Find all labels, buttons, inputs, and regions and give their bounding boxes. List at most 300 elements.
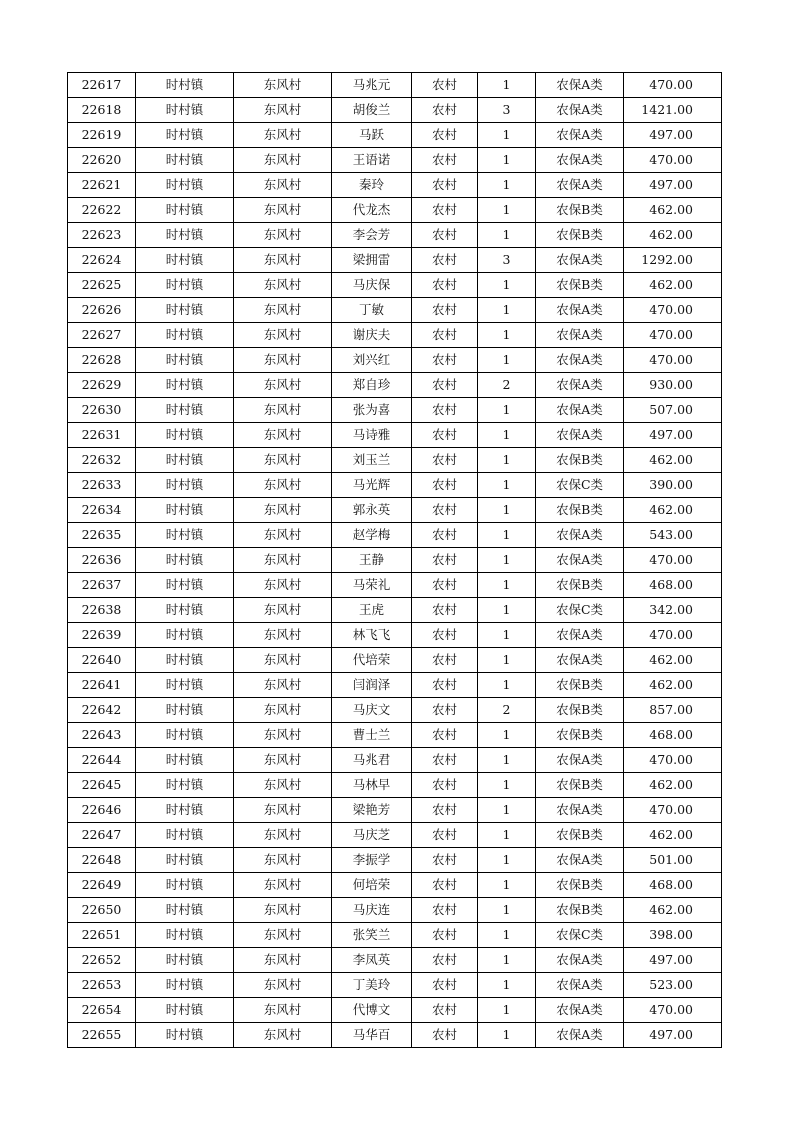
insurance-category-cell: 农保A类 — [536, 998, 624, 1023]
table-row — [68, 148, 722, 173]
town-cell: 时村镇 — [136, 98, 234, 123]
household-count-cell: 1 — [478, 323, 536, 348]
record-id-cell: 22650 — [68, 898, 136, 923]
name-cell: 李会芳 — [332, 223, 412, 248]
town-cell: 时村镇 — [136, 998, 234, 1023]
amount-cell: 497.00 — [624, 1023, 722, 1048]
table-row — [68, 823, 722, 848]
record-id-cell: 22621 — [68, 173, 136, 198]
amount-cell: 470.00 — [624, 623, 722, 648]
record-id-cell: 22617 — [68, 73, 136, 98]
table-row — [68, 698, 722, 723]
village-cell: 东风村 — [234, 873, 332, 898]
name-cell: 丁敏 — [332, 298, 412, 323]
name-cell: 马跃 — [332, 123, 412, 148]
name-cell: 马兆元 — [332, 73, 412, 98]
record-id-cell: 22626 — [68, 298, 136, 323]
record-id-cell: 22651 — [68, 923, 136, 948]
record-id-cell: 22622 — [68, 198, 136, 223]
record-id-cell: 22655 — [68, 1023, 136, 1048]
town-cell: 时村镇 — [136, 598, 234, 623]
insurance-category-cell: 农保B类 — [536, 223, 624, 248]
village-cell: 东风村 — [234, 623, 332, 648]
record-id-cell: 22629 — [68, 373, 136, 398]
area-type-cell: 农村 — [412, 523, 478, 548]
name-cell: 林飞飞 — [332, 623, 412, 648]
table-row — [68, 548, 722, 573]
insurance-category-cell: 农保B类 — [536, 898, 624, 923]
record-id-cell: 22637 — [68, 573, 136, 598]
town-cell: 时村镇 — [136, 673, 234, 698]
household-count-cell: 1 — [478, 648, 536, 673]
amount-cell: 497.00 — [624, 173, 722, 198]
table-row — [68, 573, 722, 598]
table-row — [68, 373, 722, 398]
table-row — [68, 348, 722, 373]
village-cell: 东风村 — [234, 223, 332, 248]
household-count-cell: 1 — [478, 748, 536, 773]
record-id-cell: 22642 — [68, 698, 136, 723]
area-type-cell: 农村 — [412, 873, 478, 898]
table-row — [68, 723, 722, 748]
town-cell: 时村镇 — [136, 198, 234, 223]
table-row — [68, 198, 722, 223]
household-count-cell: 1 — [478, 448, 536, 473]
amount-cell: 501.00 — [624, 848, 722, 873]
amount-cell: 462.00 — [624, 223, 722, 248]
town-cell: 时村镇 — [136, 473, 234, 498]
household-count-cell: 2 — [478, 373, 536, 398]
village-cell: 东风村 — [234, 198, 332, 223]
area-type-cell: 农村 — [412, 173, 478, 198]
area-type-cell: 农村 — [412, 573, 478, 598]
name-cell: 胡俊兰 — [332, 98, 412, 123]
town-cell: 时村镇 — [136, 798, 234, 823]
village-cell: 东风村 — [234, 498, 332, 523]
village-cell: 东风村 — [234, 973, 332, 998]
insurance-category-cell: 农保C类 — [536, 473, 624, 498]
insurance-category-cell: 农保A类 — [536, 323, 624, 348]
town-cell: 时村镇 — [136, 398, 234, 423]
record-id-cell: 22647 — [68, 823, 136, 848]
town-cell: 时村镇 — [136, 348, 234, 373]
insurance-category-cell: 农保A类 — [536, 98, 624, 123]
village-cell: 东风村 — [234, 1023, 332, 1048]
amount-cell: 462.00 — [624, 498, 722, 523]
record-id-cell: 22624 — [68, 248, 136, 273]
table-row — [68, 298, 722, 323]
insurance-category-cell: 农保A类 — [536, 748, 624, 773]
table-row — [68, 998, 722, 1023]
area-type-cell: 农村 — [412, 598, 478, 623]
village-cell: 东风村 — [234, 273, 332, 298]
record-id-cell: 22633 — [68, 473, 136, 498]
amount-cell: 470.00 — [624, 798, 722, 823]
insurance-category-cell: 农保A类 — [536, 623, 624, 648]
area-type-cell: 农村 — [412, 798, 478, 823]
record-id-cell: 22631 — [68, 423, 136, 448]
amount-cell: 462.00 — [624, 773, 722, 798]
village-cell: 东风村 — [234, 998, 332, 1023]
insurance-category-cell: 农保A类 — [536, 398, 624, 423]
household-count-cell: 1 — [478, 798, 536, 823]
record-id-cell: 22648 — [68, 848, 136, 873]
table-row — [68, 173, 722, 198]
amount-cell: 507.00 — [624, 398, 722, 423]
household-count-cell: 1 — [478, 673, 536, 698]
insurance-category-cell: 农保A类 — [536, 173, 624, 198]
insurance-category-cell: 农保B类 — [536, 723, 624, 748]
table-row — [68, 498, 722, 523]
amount-cell: 470.00 — [624, 998, 722, 1023]
household-count-cell: 2 — [478, 698, 536, 723]
town-cell: 时村镇 — [136, 148, 234, 173]
village-cell: 东风村 — [234, 398, 332, 423]
name-cell: 马兆君 — [332, 748, 412, 773]
amount-cell: 462.00 — [624, 198, 722, 223]
insurance-category-cell: 农保A类 — [536, 798, 624, 823]
town-cell: 时村镇 — [136, 523, 234, 548]
town-cell: 时村镇 — [136, 73, 234, 98]
insurance-category-cell: 农保A类 — [536, 348, 624, 373]
table-row — [68, 923, 722, 948]
household-count-cell: 1 — [478, 623, 536, 648]
name-cell: 马荣礼 — [332, 573, 412, 598]
insurance-category-cell: 农保B类 — [536, 273, 624, 298]
insurance-category-cell: 农保B类 — [536, 873, 624, 898]
village-cell: 东风村 — [234, 298, 332, 323]
name-cell: 张笑兰 — [332, 923, 412, 948]
insurance-category-cell: 农保A类 — [536, 973, 624, 998]
table-row — [68, 773, 722, 798]
town-cell: 时村镇 — [136, 123, 234, 148]
name-cell: 闫润泽 — [332, 673, 412, 698]
table-row — [68, 648, 722, 673]
town-cell: 时村镇 — [136, 248, 234, 273]
town-cell: 时村镇 — [136, 773, 234, 798]
name-cell: 郑自珍 — [332, 373, 412, 398]
record-id-cell: 22646 — [68, 798, 136, 823]
town-cell: 时村镇 — [136, 273, 234, 298]
area-type-cell: 农村 — [412, 673, 478, 698]
name-cell: 代博文 — [332, 998, 412, 1023]
household-count-cell: 1 — [478, 198, 536, 223]
village-cell: 东风村 — [234, 423, 332, 448]
insurance-category-cell: 农保A类 — [536, 548, 624, 573]
area-type-cell: 农村 — [412, 498, 478, 523]
household-count-cell: 1 — [478, 423, 536, 448]
town-cell: 时村镇 — [136, 373, 234, 398]
area-type-cell: 农村 — [412, 973, 478, 998]
record-id-cell: 22634 — [68, 498, 136, 523]
town-cell: 时村镇 — [136, 948, 234, 973]
village-cell: 东风村 — [234, 348, 332, 373]
name-cell: 梁拥雷 — [332, 248, 412, 273]
insurance-category-cell: 农保A类 — [536, 248, 624, 273]
table-row — [68, 398, 722, 423]
village-cell: 东风村 — [234, 723, 332, 748]
household-count-cell: 1 — [478, 873, 536, 898]
name-cell: 王语诺 — [332, 148, 412, 173]
household-count-cell: 1 — [478, 398, 536, 423]
area-type-cell: 农村 — [412, 148, 478, 173]
area-type-cell: 农村 — [412, 448, 478, 473]
record-id-cell: 22636 — [68, 548, 136, 573]
town-cell: 时村镇 — [136, 573, 234, 598]
amount-cell: 543.00 — [624, 523, 722, 548]
village-cell: 东风村 — [234, 523, 332, 548]
town-cell: 时村镇 — [136, 923, 234, 948]
name-cell: 曹士兰 — [332, 723, 412, 748]
record-id-cell: 22628 — [68, 348, 136, 373]
household-count-cell: 1 — [478, 948, 536, 973]
name-cell: 代培荣 — [332, 648, 412, 673]
insurance-category-cell: 农保A类 — [536, 848, 624, 873]
insurance-category-cell: 农保B类 — [536, 198, 624, 223]
table-row — [68, 323, 722, 348]
area-type-cell: 农村 — [412, 723, 478, 748]
name-cell: 马华百 — [332, 1023, 412, 1048]
data-table — [67, 72, 722, 1048]
record-id-cell: 22619 — [68, 123, 136, 148]
insurance-category-cell: 农保B类 — [536, 673, 624, 698]
area-type-cell: 农村 — [412, 548, 478, 573]
name-cell: 李振学 — [332, 848, 412, 873]
name-cell: 马庆保 — [332, 273, 412, 298]
village-cell: 东风村 — [234, 173, 332, 198]
town-cell: 时村镇 — [136, 1023, 234, 1048]
insurance-category-cell: 农保B类 — [536, 823, 624, 848]
amount-cell: 857.00 — [624, 698, 722, 723]
insurance-category-cell: 农保A类 — [536, 523, 624, 548]
record-id-cell: 22654 — [68, 998, 136, 1023]
insurance-category-cell: 农保A类 — [536, 123, 624, 148]
table-row — [68, 898, 722, 923]
record-id-cell: 22638 — [68, 598, 136, 623]
village-cell: 东风村 — [234, 748, 332, 773]
table-row — [68, 623, 722, 648]
insurance-category-cell: 农保B类 — [536, 498, 624, 523]
town-cell: 时村镇 — [136, 898, 234, 923]
insurance-category-cell: 农保A类 — [536, 73, 624, 98]
amount-cell: 398.00 — [624, 923, 722, 948]
area-type-cell: 农村 — [412, 423, 478, 448]
village-cell: 东风村 — [234, 473, 332, 498]
amount-cell: 470.00 — [624, 548, 722, 573]
area-type-cell: 农村 — [412, 198, 478, 223]
insurance-category-cell: 农保A类 — [536, 648, 624, 673]
household-count-cell: 1 — [478, 498, 536, 523]
village-cell: 东风村 — [234, 898, 332, 923]
amount-cell: 462.00 — [624, 898, 722, 923]
table-row — [68, 973, 722, 998]
amount-cell: 1292.00 — [624, 248, 722, 273]
household-count-cell: 1 — [478, 523, 536, 548]
amount-cell: 470.00 — [624, 348, 722, 373]
amount-cell: 468.00 — [624, 873, 722, 898]
village-cell: 东风村 — [234, 148, 332, 173]
table-row — [68, 273, 722, 298]
area-type-cell: 农村 — [412, 998, 478, 1023]
town-cell: 时村镇 — [136, 873, 234, 898]
record-id-cell: 22630 — [68, 398, 136, 423]
insurance-category-cell: 农保B类 — [536, 448, 624, 473]
household-count-cell: 1 — [478, 173, 536, 198]
record-id-cell: 22640 — [68, 648, 136, 673]
town-cell: 时村镇 — [136, 423, 234, 448]
village-cell: 东风村 — [234, 698, 332, 723]
area-type-cell: 农村 — [412, 923, 478, 948]
amount-cell: 468.00 — [624, 723, 722, 748]
name-cell: 王静 — [332, 548, 412, 573]
insurance-category-cell: 农保B类 — [536, 573, 624, 598]
area-type-cell: 农村 — [412, 373, 478, 398]
town-cell: 时村镇 — [136, 748, 234, 773]
name-cell: 马诗雅 — [332, 423, 412, 448]
village-cell: 东风村 — [234, 98, 332, 123]
household-count-cell: 1 — [478, 473, 536, 498]
name-cell: 刘兴红 — [332, 348, 412, 373]
table-row — [68, 223, 722, 248]
table-row — [68, 448, 722, 473]
table-row — [68, 948, 722, 973]
amount-cell: 462.00 — [624, 448, 722, 473]
amount-cell: 497.00 — [624, 948, 722, 973]
area-type-cell: 农村 — [412, 898, 478, 923]
name-cell: 李凤英 — [332, 948, 412, 973]
town-cell: 时村镇 — [136, 698, 234, 723]
town-cell: 时村镇 — [136, 223, 234, 248]
town-cell: 时村镇 — [136, 973, 234, 998]
household-count-cell: 3 — [478, 248, 536, 273]
amount-cell: 342.00 — [624, 598, 722, 623]
area-type-cell: 农村 — [412, 648, 478, 673]
village-cell: 东风村 — [234, 848, 332, 873]
amount-cell: 930.00 — [624, 373, 722, 398]
household-count-cell: 1 — [478, 723, 536, 748]
household-count-cell: 1 — [478, 773, 536, 798]
village-cell: 东风村 — [234, 823, 332, 848]
household-count-cell: 1 — [478, 148, 536, 173]
name-cell: 赵学梅 — [332, 523, 412, 548]
insurance-category-cell: 农保B类 — [536, 773, 624, 798]
village-cell: 东风村 — [234, 448, 332, 473]
area-type-cell: 农村 — [412, 223, 478, 248]
name-cell: 马林早 — [332, 773, 412, 798]
area-type-cell: 农村 — [412, 123, 478, 148]
table-row — [68, 123, 722, 148]
record-id-cell: 22625 — [68, 273, 136, 298]
area-type-cell: 农村 — [412, 248, 478, 273]
area-type-cell: 农村 — [412, 398, 478, 423]
town-cell: 时村镇 — [136, 498, 234, 523]
name-cell: 秦玲 — [332, 173, 412, 198]
village-cell: 东风村 — [234, 123, 332, 148]
area-type-cell: 农村 — [412, 748, 478, 773]
area-type-cell: 农村 — [412, 298, 478, 323]
record-id-cell: 22623 — [68, 223, 136, 248]
area-type-cell: 农村 — [412, 273, 478, 298]
area-type-cell: 农村 — [412, 698, 478, 723]
record-id-cell: 22645 — [68, 773, 136, 798]
name-cell: 张为喜 — [332, 398, 412, 423]
village-cell: 东风村 — [234, 598, 332, 623]
table-row — [68, 73, 722, 98]
table-row — [68, 423, 722, 448]
table-row — [68, 873, 722, 898]
table-row — [68, 248, 722, 273]
record-id-cell: 22644 — [68, 748, 136, 773]
household-count-cell: 1 — [478, 998, 536, 1023]
village-cell: 东风村 — [234, 773, 332, 798]
table-body — [68, 73, 722, 1048]
household-count-cell: 1 — [478, 973, 536, 998]
record-id-cell: 22652 — [68, 948, 136, 973]
town-cell: 时村镇 — [136, 823, 234, 848]
record-id-cell: 22627 — [68, 323, 136, 348]
amount-cell: 468.00 — [624, 573, 722, 598]
insurance-category-cell: 农保C类 — [536, 923, 624, 948]
name-cell: 王虎 — [332, 598, 412, 623]
record-id-cell: 22641 — [68, 673, 136, 698]
town-cell: 时村镇 — [136, 323, 234, 348]
town-cell: 时村镇 — [136, 173, 234, 198]
amount-cell: 470.00 — [624, 748, 722, 773]
area-type-cell: 农村 — [412, 948, 478, 973]
table-row — [68, 473, 722, 498]
name-cell: 何培荣 — [332, 873, 412, 898]
town-cell: 时村镇 — [136, 298, 234, 323]
household-count-cell: 1 — [478, 123, 536, 148]
record-id-cell: 22635 — [68, 523, 136, 548]
household-count-cell: 3 — [478, 98, 536, 123]
table-row — [68, 673, 722, 698]
household-count-cell: 1 — [478, 73, 536, 98]
village-cell: 东风村 — [234, 248, 332, 273]
area-type-cell: 农村 — [412, 323, 478, 348]
household-count-cell: 1 — [478, 598, 536, 623]
amount-cell: 470.00 — [624, 298, 722, 323]
village-cell: 东风村 — [234, 548, 332, 573]
area-type-cell: 农村 — [412, 823, 478, 848]
household-count-cell: 1 — [478, 848, 536, 873]
amount-cell: 470.00 — [624, 148, 722, 173]
amount-cell: 470.00 — [624, 73, 722, 98]
household-count-cell: 1 — [478, 923, 536, 948]
town-cell: 时村镇 — [136, 448, 234, 473]
record-id-cell: 22620 — [68, 148, 136, 173]
area-type-cell: 农村 — [412, 73, 478, 98]
insurance-category-cell: 农保A类 — [536, 1023, 624, 1048]
area-type-cell: 农村 — [412, 848, 478, 873]
village-cell: 东风村 — [234, 573, 332, 598]
village-cell: 东风村 — [234, 923, 332, 948]
record-id-cell: 22639 — [68, 623, 136, 648]
name-cell: 郭永英 — [332, 498, 412, 523]
village-cell: 东风村 — [234, 798, 332, 823]
household-count-cell: 1 — [478, 548, 536, 573]
town-cell: 时村镇 — [136, 623, 234, 648]
town-cell: 时村镇 — [136, 648, 234, 673]
name-cell: 马庆芝 — [332, 823, 412, 848]
area-type-cell: 农村 — [412, 473, 478, 498]
household-count-cell: 1 — [478, 573, 536, 598]
table-row — [68, 748, 722, 773]
amount-cell: 470.00 — [624, 323, 722, 348]
village-cell: 东风村 — [234, 673, 332, 698]
table-row — [68, 848, 722, 873]
record-id-cell: 22643 — [68, 723, 136, 748]
